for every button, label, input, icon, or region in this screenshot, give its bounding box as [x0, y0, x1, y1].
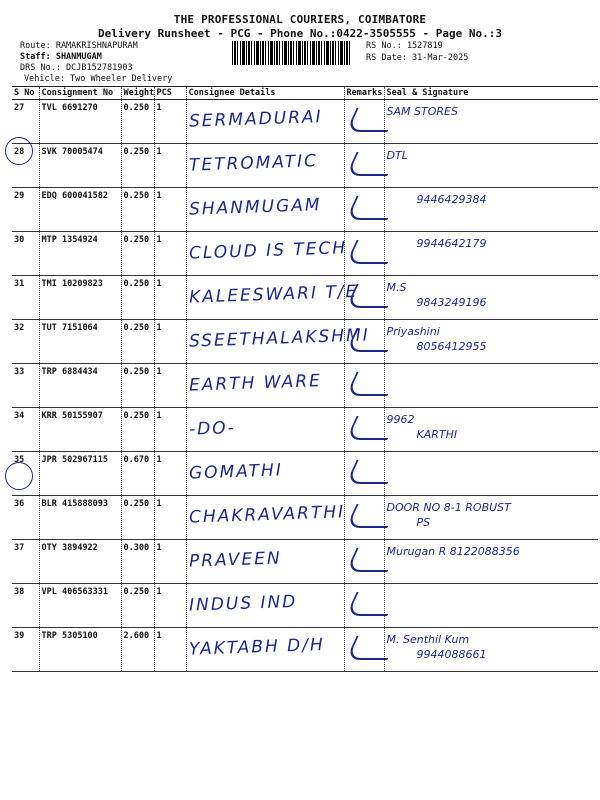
handwritten-consignee-name: PRAVEEN: [188, 548, 282, 572]
handwritten-consignee-name: SSEETHALAKSHMI: [188, 325, 370, 352]
weight-cell: 0.250: [121, 144, 154, 188]
consignee-cell: [186, 540, 344, 584]
table-row: [12, 232, 598, 276]
column-header: Seal & Signature: [384, 87, 598, 100]
weight-cell: 0.250: [121, 408, 154, 452]
pcs-cell: 1: [154, 100, 186, 144]
handwritten-consignee-name: -DO-: [188, 418, 236, 440]
serial-number-cell: 32: [12, 320, 39, 364]
serial-number-cell: 34: [12, 408, 39, 452]
pcs-cell: 1: [154, 188, 186, 232]
handwritten-consignee-name: EARTH WARE: [188, 371, 322, 396]
handwritten-consignee-name: GOMATHI: [188, 460, 283, 484]
remarks-cell: [344, 100, 384, 144]
pcs-cell: 1: [154, 320, 186, 364]
remarks-cell: [344, 584, 384, 628]
weight-cell: 0.300: [121, 540, 154, 584]
handwritten-signature: M.S: [386, 281, 407, 294]
remarks-cell: [344, 408, 384, 452]
handwritten-consignee-name: YAKTABH D/H: [188, 634, 325, 660]
consignment-number-cell: OTY 3894922: [39, 540, 121, 584]
pcs-cell: 1: [154, 144, 186, 188]
serial-number-cell: 31: [12, 276, 39, 320]
row-28-circle-mark: [5, 137, 33, 165]
table-row: [12, 100, 598, 144]
table-row: [12, 276, 598, 320]
rs-date-label: RS Date: 31-Mar-2025: [366, 53, 469, 63]
weight-cell: 0.250: [121, 320, 154, 364]
pcs-cell: 1: [154, 584, 186, 628]
serial-number-cell: 38: [12, 584, 39, 628]
table-row: [12, 540, 598, 584]
serial-number-cell: 37: [12, 540, 39, 584]
company-title: THE PROFESSIONAL COURIERS, COIMBATORE: [173, 13, 427, 26]
weight-cell: 0.250: [121, 584, 154, 628]
drs-label: DRS No.: DCJB152781903: [20, 63, 133, 73]
consignee-cell: [186, 232, 347, 276]
consignment-number-cell: VPL 406563331: [39, 584, 121, 628]
handwritten-signature: Priyashini: [386, 325, 440, 338]
weight-cell: 0.250: [121, 100, 154, 144]
table-row: [12, 584, 598, 628]
handwritten-phone: 8056412955: [416, 340, 487, 353]
pcs-cell: 1: [154, 496, 186, 540]
seal-signature-cell: [384, 276, 598, 320]
serial-number-cell: 28: [12, 144, 39, 188]
table-row: [12, 452, 598, 496]
seal-signature-cell: [384, 408, 598, 452]
column-header: PCS: [154, 87, 186, 100]
seal-signature-cell: [384, 496, 598, 540]
consignment-number-cell: TRP 6884434: [39, 364, 121, 408]
seal-signature-cell: [384, 100, 598, 144]
consignment-number-cell: MTP 1354924: [39, 232, 121, 276]
serial-number-cell: 29: [12, 188, 39, 232]
consignee-cell: [186, 276, 358, 320]
column-header: Consignment No: [39, 87, 121, 100]
consignment-number-cell: TVL 6691270: [39, 100, 121, 144]
consignee-cell: [186, 496, 344, 540]
consignee-cell: [186, 452, 344, 496]
handwritten-phone: KARTHI: [416, 428, 458, 441]
table-row: [12, 364, 598, 408]
handwritten-phone: 9446429384: [416, 193, 487, 206]
table-header-row: [12, 87, 598, 100]
remarks-cell: [344, 232, 384, 276]
table-row: [12, 496, 598, 540]
table-row: [12, 144, 598, 188]
pcs-cell: 1: [154, 232, 186, 276]
serial-number-cell: 30: [12, 232, 39, 276]
seal-signature-cell: [384, 232, 598, 276]
consignment-number-cell: BLR 415888093: [39, 496, 121, 540]
consignment-number-cell: JPR 502967115: [39, 452, 121, 496]
handwritten-phone: 9944642179: [416, 237, 487, 250]
seal-signature-cell: [384, 540, 598, 584]
seal-signature-cell: [384, 364, 598, 408]
runsheet-subtitle: Delivery Runsheet - PCG - Phone No.:0422-3505555 - Page No.:3: [98, 27, 502, 40]
handwritten-phone: 9843249196: [416, 296, 487, 309]
consignee-cell: [186, 584, 344, 628]
consignee-cell: [186, 364, 344, 408]
seal-signature-cell: [384, 320, 598, 364]
handwritten-consignee-name: TETROMATIC: [188, 151, 318, 176]
consignee-cell: [186, 188, 344, 232]
table-row: [12, 188, 598, 232]
handwritten-signature: Murugan R 8122088356: [386, 545, 520, 558]
seal-signature-cell: [384, 628, 598, 672]
barcode: [232, 41, 352, 65]
handwritten-signature: M. Senthil Kum: [386, 633, 470, 646]
table-row: [12, 628, 598, 672]
remarks-cell: [344, 320, 384, 364]
consignment-number-cell: TMI 10209823: [39, 276, 121, 320]
handwritten-phone: 9944088661: [416, 648, 487, 661]
route-label: Route: RAMAKRISHNAPURAM: [20, 41, 138, 51]
consignee-cell: [186, 408, 344, 452]
consignment-number-cell: KRR 50155907: [39, 408, 121, 452]
seal-signature-cell: [384, 584, 598, 628]
row-36-circle-mark: [5, 462, 33, 490]
column-header: Consignee Details: [186, 87, 344, 100]
vehicle-label: Vehicle: Two Wheeler Delivery: [24, 74, 173, 84]
rs-no-label: RS No.: 1527819: [366, 41, 443, 51]
weight-cell: 0.250: [121, 496, 154, 540]
seal-signature-cell: [384, 452, 598, 496]
consignee-cell: [186, 320, 370, 364]
column-header: Weight: [121, 87, 154, 100]
handwritten-consignee-name: SERMADURAI: [188, 107, 323, 132]
serial-number-cell: 39: [12, 628, 39, 672]
consignee-cell: [186, 144, 344, 188]
pcs-cell: 1: [154, 540, 186, 584]
weight-cell: 0.250: [121, 364, 154, 408]
handwritten-consignee-name: KALEESWARI T/E: [188, 281, 358, 308]
remarks-cell: [344, 452, 384, 496]
handwritten-consignee-name: INDUS IND: [188, 591, 298, 616]
weight-cell: 0.250: [121, 232, 154, 276]
remarks-cell: [344, 364, 384, 408]
pcs-cell: 1: [154, 364, 186, 408]
remarks-cell: [344, 276, 384, 320]
consignment-number-cell: TUT 7151064: [39, 320, 121, 364]
weight-cell: 0.250: [121, 188, 154, 232]
consignee-cell: [186, 100, 344, 144]
weight-cell: 2.600: [121, 628, 154, 672]
remarks-cell: [344, 188, 384, 232]
remarks-cell: [344, 144, 384, 188]
handwritten-signature: SAM STORES: [386, 105, 458, 118]
handwritten-signature: 9962: [386, 413, 415, 426]
handwritten-consignee-name: CHAKRAVARTHI: [188, 502, 345, 528]
handwritten-phone: PS: [416, 516, 431, 529]
serial-number-cell: 33: [12, 364, 39, 408]
consignment-number-cell: EDQ 600041582: [39, 188, 121, 232]
handwritten-consignee-name: SHANMUGAM: [188, 195, 322, 220]
consignment-number-cell: SVK 70005474: [39, 144, 121, 188]
consignment-number-cell: TRP 5305100: [39, 628, 121, 672]
pcs-cell: 1: [154, 276, 186, 320]
remarks-cell: [344, 628, 384, 672]
consignee-cell: [186, 628, 344, 672]
weight-cell: 0.670: [121, 452, 154, 496]
pcs-cell: 1: [154, 628, 186, 672]
column-header: Remarks: [344, 87, 384, 100]
staff-label: Staff: SHANMUGAM: [20, 52, 102, 62]
remarks-cell: [344, 496, 384, 540]
remarks-cell: [344, 540, 384, 584]
seal-signature-cell: [384, 144, 598, 188]
pcs-cell: 1: [154, 452, 186, 496]
serial-number-cell: 35: [12, 452, 39, 496]
weight-cell: 0.250: [121, 276, 154, 320]
handwritten-signature: DOOR NO 8-1 ROBUST: [386, 501, 511, 514]
handwritten-consignee-name: CLOUD IS TECH: [188, 238, 347, 264]
serial-number-cell: 27: [12, 100, 39, 144]
table-row: [12, 320, 598, 364]
serial-number-cell: 36: [12, 496, 39, 540]
table-row: [12, 408, 598, 452]
handwritten-signature: DTL: [386, 149, 408, 162]
runsheet-table: [12, 86, 598, 672]
seal-signature-cell: [384, 188, 598, 232]
pcs-cell: 1: [154, 408, 186, 452]
column-header: S No: [12, 87, 39, 100]
